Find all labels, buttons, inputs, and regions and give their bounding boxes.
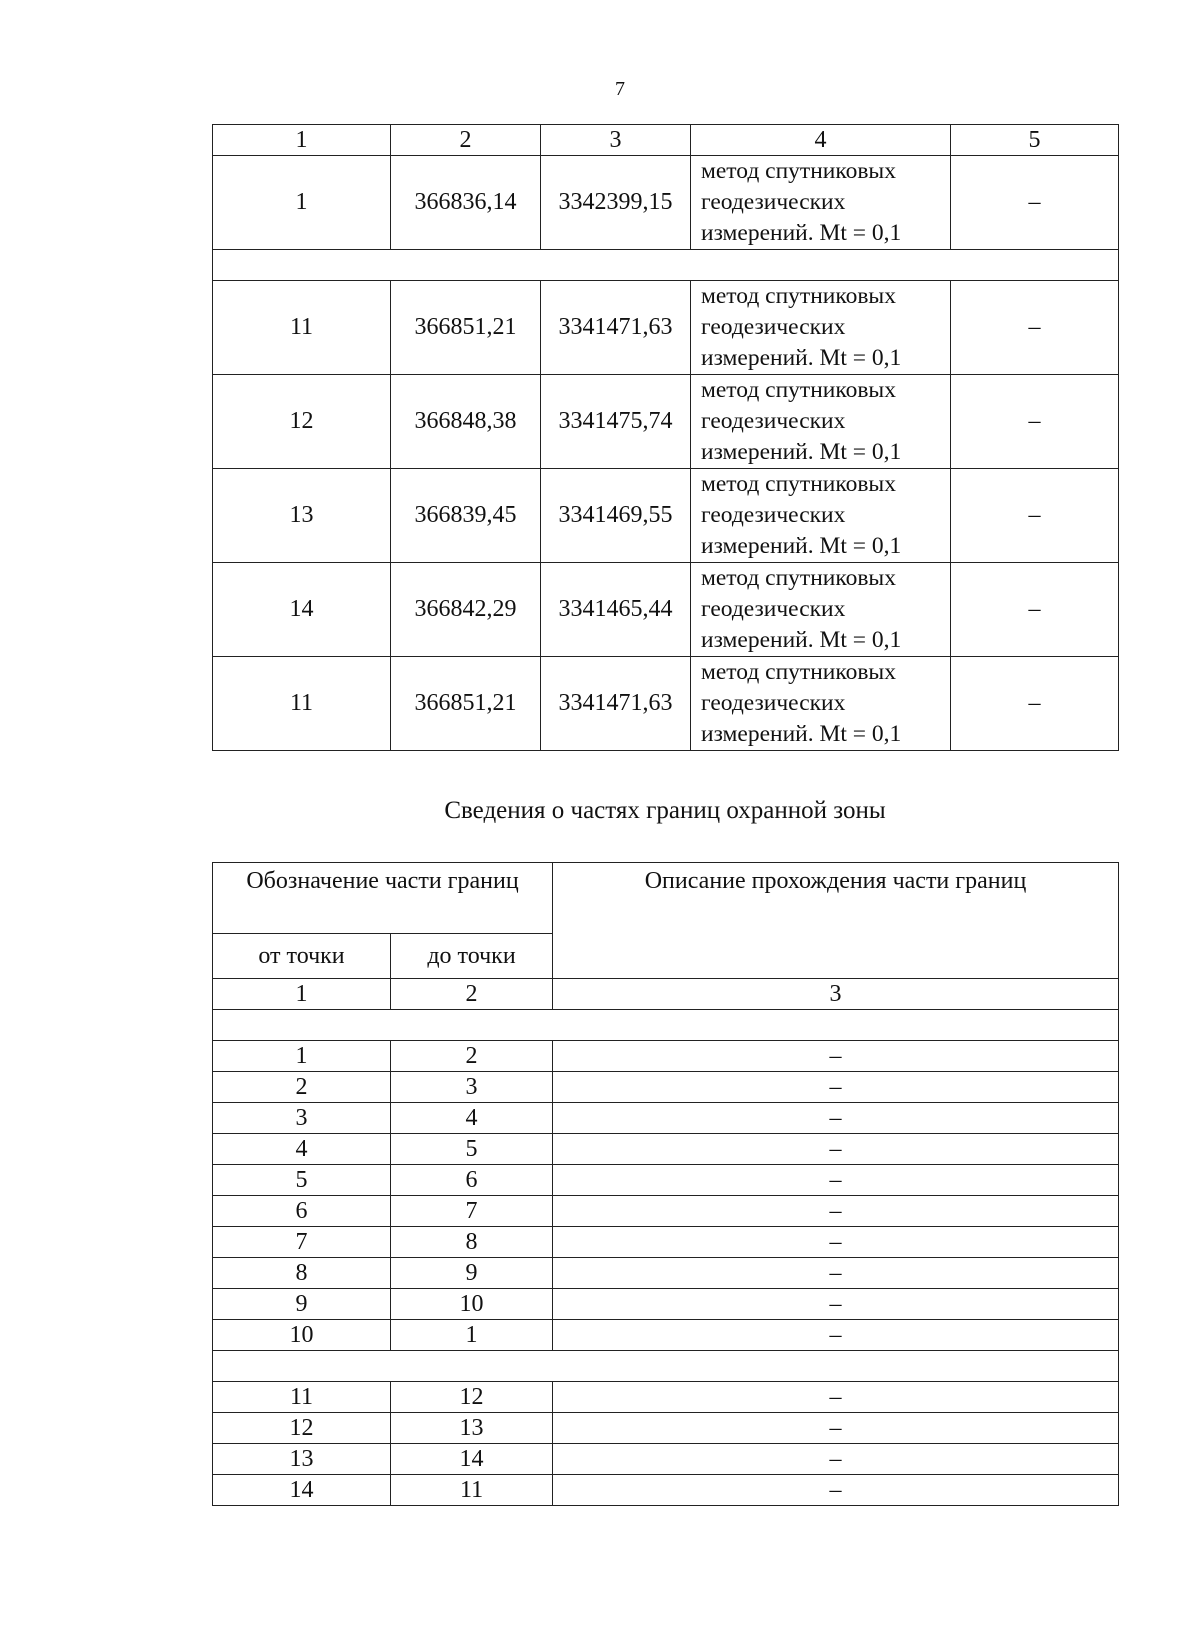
method-line: геодезических	[701, 314, 846, 340]
column-number: 3	[541, 125, 691, 156]
from-point: 6	[213, 1196, 391, 1227]
boundary-part-row	[213, 1103, 1119, 1134]
coordinate-row	[213, 563, 1119, 657]
note-cell: –	[951, 469, 1119, 563]
x-coordinate: 366851,21	[391, 657, 541, 751]
from-point: 11	[213, 1382, 391, 1413]
method-cell	[691, 563, 951, 657]
coordinates-table	[212, 124, 1119, 751]
column-number: 3	[553, 979, 1119, 1010]
from-point: 13	[213, 1444, 391, 1475]
boundary-part-row	[213, 1258, 1119, 1289]
method-line: измерений. Mt = 0,1	[701, 721, 902, 747]
separator-cell	[213, 1010, 1119, 1041]
column-number-row	[213, 125, 1119, 156]
method-line: измерений. Mt = 0,1	[701, 627, 902, 653]
method-cell	[691, 469, 951, 563]
from-point: 7	[213, 1227, 391, 1258]
description-cell: –	[553, 1413, 1119, 1444]
method-line: измерений. Mt = 0,1	[701, 533, 902, 559]
method-line: геодезических	[701, 690, 846, 716]
to-point-header: до точки	[391, 934, 553, 979]
boundary-part-row	[213, 1444, 1119, 1475]
point-number: 11	[213, 281, 391, 375]
to-point: 1	[391, 1320, 553, 1351]
to-point: 5	[391, 1134, 553, 1165]
to-point: 2	[391, 1041, 553, 1072]
note-cell: –	[951, 657, 1119, 751]
description-cell: –	[553, 1382, 1119, 1413]
column-number-row	[213, 979, 1119, 1010]
coordinate-row	[213, 156, 1119, 250]
to-point: 13	[391, 1413, 553, 1444]
description-cell: –	[553, 1041, 1119, 1072]
description-cell: –	[553, 1103, 1119, 1134]
to-point: 8	[391, 1227, 553, 1258]
method-line: геодезических	[701, 502, 846, 528]
method-line: измерений. Mt = 0,1	[701, 220, 902, 246]
boundary-part-row	[213, 1165, 1119, 1196]
method-line: измерений. Mt = 0,1	[701, 439, 902, 465]
note-cell: –	[951, 281, 1119, 375]
y-coordinate: 3341475,74	[541, 375, 691, 469]
from-point: 14	[213, 1475, 391, 1506]
description-cell: –	[553, 1196, 1119, 1227]
from-point: 8	[213, 1258, 391, 1289]
method-line: метод спутниковых	[701, 158, 896, 184]
note-cell: –	[951, 375, 1119, 469]
to-point: 10	[391, 1289, 553, 1320]
note-cell: –	[951, 156, 1119, 250]
method-line: геодезических	[701, 596, 846, 622]
separator-row	[213, 1010, 1119, 1041]
designation-header: Обозначение части границ	[213, 863, 553, 934]
x-coordinate: 366851,21	[391, 281, 541, 375]
boundary-part-row	[213, 1475, 1119, 1506]
boundary-part-row	[213, 1196, 1119, 1227]
from-point: 9	[213, 1289, 391, 1320]
separator-cell	[213, 1351, 1119, 1382]
x-coordinate: 366842,29	[391, 563, 541, 657]
boundary-parts-table-body	[213, 863, 1119, 1506]
y-coordinate: 3341471,63	[541, 657, 691, 751]
method-cell	[691, 657, 951, 751]
y-coordinate: 3341471,63	[541, 281, 691, 375]
from-point: 12	[213, 1413, 391, 1444]
description-cell: –	[553, 1444, 1119, 1475]
point-number: 1	[213, 156, 391, 250]
x-coordinate: 366848,38	[391, 375, 541, 469]
x-coordinate: 366839,45	[391, 469, 541, 563]
from-point: 3	[213, 1103, 391, 1134]
to-point: 3	[391, 1072, 553, 1103]
to-point: 7	[391, 1196, 553, 1227]
note-cell: –	[951, 563, 1119, 657]
description-cell: –	[553, 1475, 1119, 1506]
description-cell: –	[553, 1072, 1119, 1103]
y-coordinate: 3341465,44	[541, 563, 691, 657]
to-point: 14	[391, 1444, 553, 1475]
description-header: Описание прохождения части границ	[553, 863, 1119, 979]
point-number: 12	[213, 375, 391, 469]
page-number: 7	[615, 78, 625, 100]
coordinate-row	[213, 657, 1119, 751]
method-line: метод спутниковых	[701, 471, 896, 497]
point-number: 14	[213, 563, 391, 657]
boundary-part-row	[213, 1320, 1119, 1351]
column-number: 2	[391, 125, 541, 156]
method-line: геодезических	[701, 189, 846, 215]
description-cell: –	[553, 1320, 1119, 1351]
boundary-part-row	[213, 1072, 1119, 1103]
from-point: 1	[213, 1041, 391, 1072]
separator-cell	[213, 250, 1119, 281]
method-cell	[691, 281, 951, 375]
boundary-part-row	[213, 1227, 1119, 1258]
boundary-part-row	[213, 1041, 1119, 1072]
coordinate-row	[213, 375, 1119, 469]
method-cell	[691, 375, 951, 469]
boundary-parts-table	[212, 862, 1119, 1506]
separator-row	[213, 250, 1119, 281]
y-coordinate: 3341469,55	[541, 469, 691, 563]
to-point: 4	[391, 1103, 553, 1134]
to-point: 12	[391, 1382, 553, 1413]
from-point: 4	[213, 1134, 391, 1165]
method-cell	[691, 156, 951, 250]
from-point-header: от точки	[213, 934, 391, 979]
boundary-part-row	[213, 1382, 1119, 1413]
boundary-part-row	[213, 1413, 1119, 1444]
header-row	[213, 863, 1119, 934]
description-cell: –	[553, 1258, 1119, 1289]
point-number: 13	[213, 469, 391, 563]
description-cell: –	[553, 1165, 1119, 1196]
separator-row	[213, 1351, 1119, 1382]
description-cell: –	[553, 1134, 1119, 1165]
method-line: метод спутниковых	[701, 283, 896, 309]
point-number: 11	[213, 657, 391, 751]
column-number: 2	[391, 979, 553, 1010]
from-point: 2	[213, 1072, 391, 1103]
y-coordinate: 3342399,15	[541, 156, 691, 250]
description-cell: –	[553, 1289, 1119, 1320]
method-line: метод спутниковых	[701, 659, 896, 685]
from-point: 5	[213, 1165, 391, 1196]
boundary-part-row	[213, 1289, 1119, 1320]
method-line: метод спутниковых	[701, 565, 896, 591]
boundary-part-row	[213, 1134, 1119, 1165]
coordinate-row	[213, 281, 1119, 375]
section-title: Сведения о частях границ охранной зоны	[444, 797, 886, 824]
method-line: измерений. Mt = 0,1	[701, 345, 902, 371]
to-point: 9	[391, 1258, 553, 1289]
method-line: метод спутниковых	[701, 377, 896, 403]
from-point: 10	[213, 1320, 391, 1351]
coordinate-row	[213, 469, 1119, 563]
x-coordinate: 366836,14	[391, 156, 541, 250]
column-number: 1	[213, 979, 391, 1010]
description-cell: –	[553, 1227, 1119, 1258]
column-number: 5	[951, 125, 1119, 156]
coordinates-table-body	[213, 125, 1119, 751]
column-number: 4	[691, 125, 951, 156]
method-line: геодезических	[701, 408, 846, 434]
to-point: 6	[391, 1165, 553, 1196]
column-number: 1	[213, 125, 391, 156]
to-point: 11	[391, 1475, 553, 1506]
